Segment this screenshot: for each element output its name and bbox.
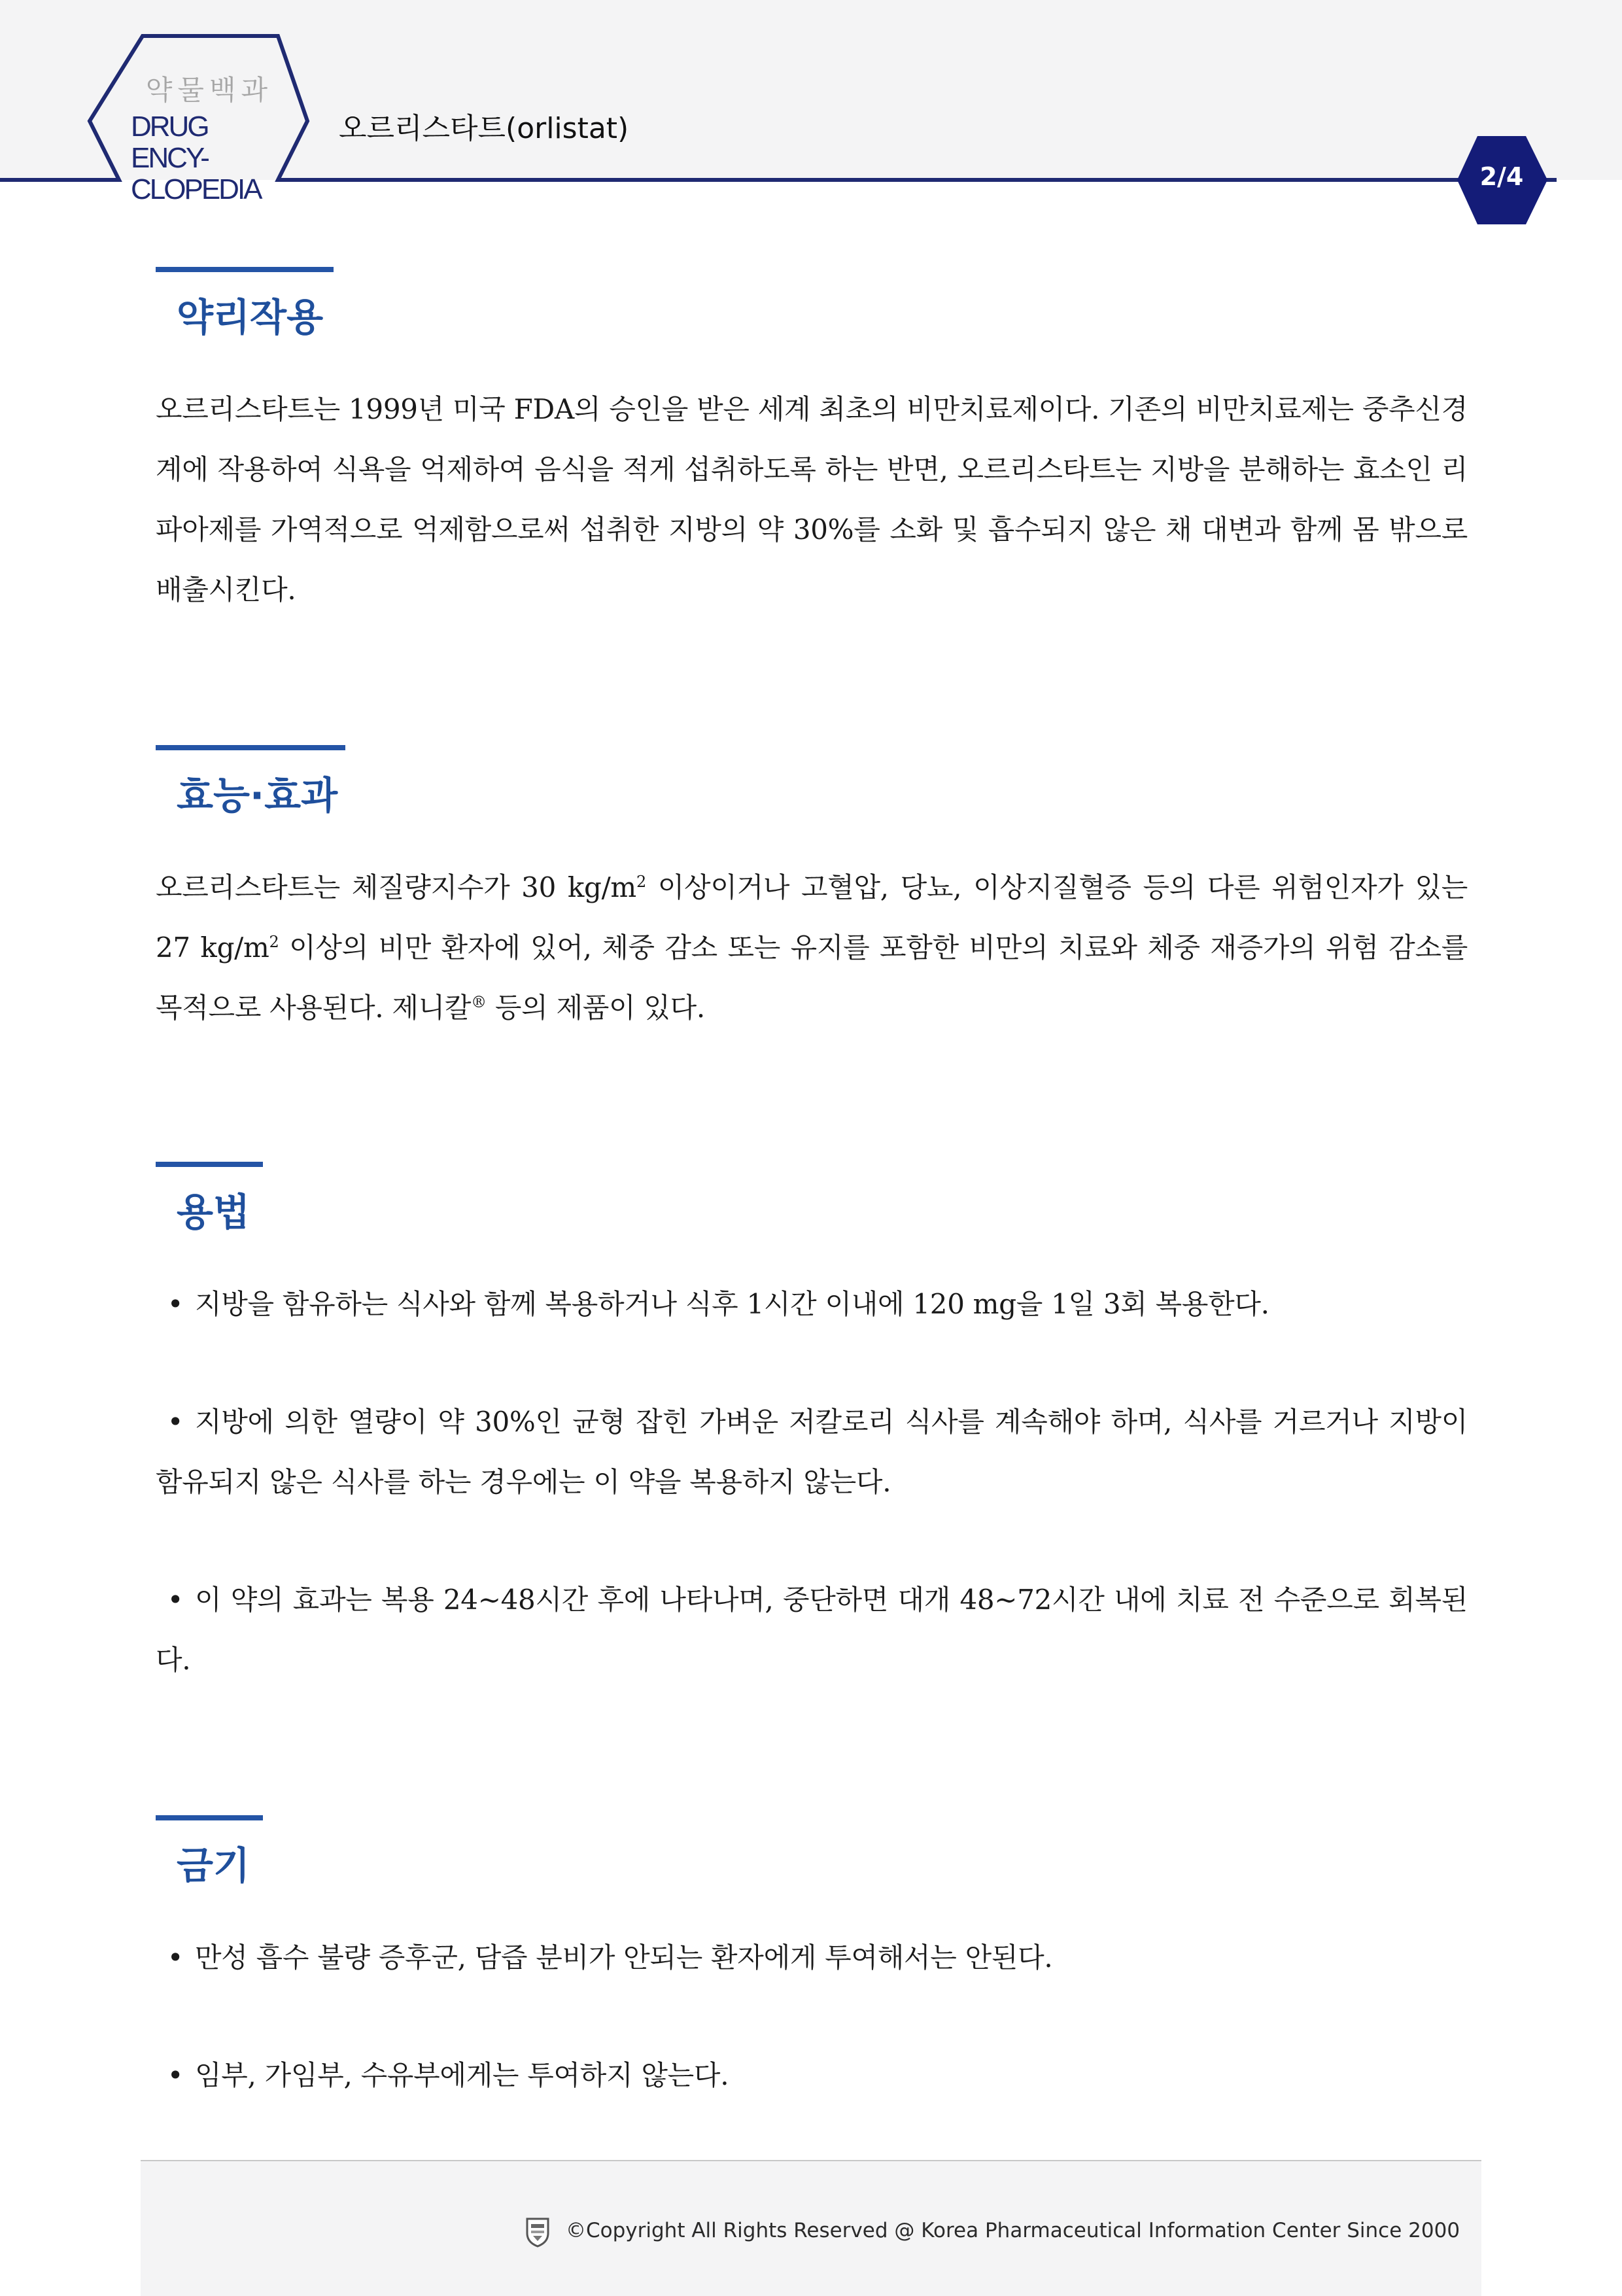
- logo-english: [131, 111, 288, 205]
- list-item-text: 임부, 가임부, 수유부에게는 투여하지 않는다.: [195, 2059, 729, 2091]
- list-item: [156, 1274, 1468, 1334]
- footer: [141, 2160, 1481, 2296]
- page-number: 2/4: [1479, 162, 1524, 191]
- logo-english-line2: CLOPEDIA: [131, 173, 261, 205]
- bullet-icon: •: [167, 1406, 184, 1438]
- section-title: 금기: [177, 1843, 250, 1888]
- list-item-text: 지방에 의한 열량이 약 30%인 균형 잡힌 가벼운 저칼로리 식사를 계속해야 하며, 식사를 거르거나 지방이 함유되지 않은 식사를 하는 경우에는 이 약을 복용하지 않는다.: [156, 1406, 1468, 1498]
- bullet-icon: •: [167, 1941, 184, 1974]
- bullet-icon: •: [167, 1584, 184, 1616]
- logo-english-line1: DRUG ENCY-: [131, 111, 208, 174]
- efficacy-text-part: 이상의 비만 환자에 있어, 체중 감소 또는 유지를 포함한 비만의 치료와 체중 재증가의 위험 감소를 목적으로 사용된다. 제니칼: [156, 931, 1468, 1024]
- section-title: 효능·효과: [177, 773, 338, 818]
- superscript: 2: [269, 933, 279, 951]
- pharmacology-text: 오르리스타트는 1999년 미국 FDA의 승인을 받은 세계 최초의 비만치료제이다. 기존의 비만치료제는 중추신경계에 작용하여 식욕을 억제하여 음식을 적게 섭취하도록 하는 반면, 오르리스타트는 지방을 분해하는 효소인 리파아제를 가역적으로 억제함으로써 섭취한 지방의 약 30%를 소화 및 흡수되지 않은 채 대변과 함께 몸 밖으로 배출시킨다.: [156, 393, 1468, 606]
- bullet-icon: •: [167, 2059, 184, 2091]
- section-title: 용법: [177, 1190, 250, 1234]
- list-item-text: 이 약의 효과는 복용 24~48시간 후에 나타나며, 중단하면 대개 48~72시간 내에 치료 전 수준으로 회복된다.: [156, 1584, 1468, 1676]
- section-bar: [156, 1162, 263, 1167]
- section-bar: [156, 267, 334, 272]
- shield-icon: [525, 2216, 550, 2248]
- section-dosage: [156, 1162, 1468, 1690]
- bullet-icon: •: [167, 1288, 184, 1320]
- list-item-text: 지방을 함유하는 식사와 함께 복용하거나 식후 1시간 이내에 120 mg을 1일 3회 복용한다.: [195, 1288, 1269, 1320]
- list-item: [156, 1570, 1468, 1690]
- superscript: 2: [636, 873, 646, 891]
- efficacy-text-part: 오르리스타트는 체질량지수가 30 kg/m: [156, 871, 636, 903]
- section-efficacy: [156, 745, 1468, 1038]
- efficacy-text-part: 이상이거나 고혈압, 당뇨, 이상지질혈증 등의 다른 위험인자가 있는 27 kg/m: [156, 871, 1468, 964]
- efficacy-text: [156, 858, 1468, 1038]
- registered-mark: ®: [471, 993, 487, 1011]
- list-item: [156, 1928, 1468, 1988]
- section-title: 약리작용: [177, 295, 324, 339]
- list-item: [156, 2045, 1468, 2106]
- section-pharmacology: [156, 267, 1468, 620]
- list-item: [156, 1392, 1468, 1512]
- document-title: 오르리스타트(orlistat): [339, 112, 629, 145]
- section-bar: [156, 745, 345, 750]
- section-bar: [156, 1815, 263, 1820]
- list-item-text: 만성 흡수 불량 증후군, 담즙 분비가 안되는 환자에게 투여해서는 안된다.: [195, 1941, 1053, 1974]
- efficacy-text-part: 등의 제품이 있다.: [486, 992, 705, 1024]
- copyright-text: ©Copyright All Rights Reserved @ Korea Pharmaceutical Information Center Since 2000: [566, 2219, 1460, 2242]
- logo-korean: 약물백과: [145, 74, 273, 106]
- section-contraindications: [156, 1815, 1468, 2106]
